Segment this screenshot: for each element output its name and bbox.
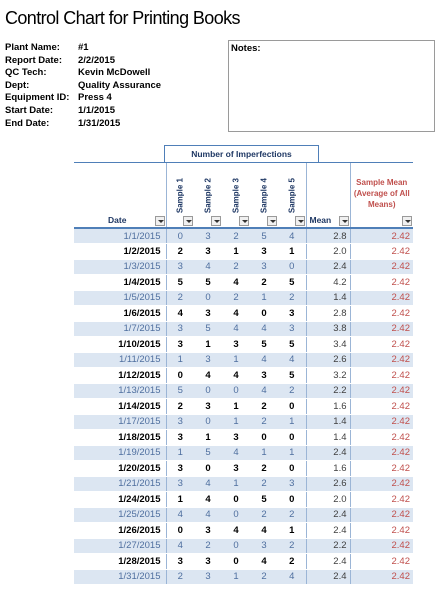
- sample-mean-cell[interactable]: 2.42: [350, 492, 413, 508]
- sample-cell[interactable]: 2: [278, 554, 306, 570]
- sample-1-header: Sample 1: [166, 163, 194, 229]
- sample-cell[interactable]: 3: [166, 430, 194, 446]
- sample-cell[interactable]: 3: [194, 569, 222, 585]
- date-cell[interactable]: 1/26/2015: [74, 523, 166, 539]
- sample-cell[interactable]: 0: [222, 554, 250, 570]
- sample-cell[interactable]: 4: [222, 275, 250, 291]
- table-row: [74, 461, 413, 477]
- sample-cell[interactable]: 3: [278, 321, 306, 337]
- sample-cell[interactable]: 0: [278, 399, 306, 415]
- report-info: [5, 42, 161, 130]
- sample-cell[interactable]: 3: [278, 476, 306, 492]
- table-row: [74, 507, 413, 523]
- table-row: [74, 259, 413, 275]
- mean-cell[interactable]: 3.8: [306, 321, 350, 337]
- sample-mean-cell[interactable]: 2.42: [350, 259, 413, 275]
- sample-mean-cell[interactable]: 2.42: [350, 445, 413, 461]
- sample-cell[interactable]: 5: [166, 275, 194, 291]
- sample-cell[interactable]: 3: [166, 476, 194, 492]
- info-row: [5, 42, 161, 55]
- sample-4-header: Sample 4: [250, 163, 278, 229]
- sample-cell[interactable]: 1: [278, 244, 306, 260]
- mean-cell[interactable]: 2.2: [306, 383, 350, 399]
- sample-cell[interactable]: 1: [166, 492, 194, 508]
- sample-cell[interactable]: 3: [194, 228, 222, 244]
- sample-cell[interactable]: 1: [222, 414, 250, 430]
- table-row: [74, 523, 413, 539]
- sample-cell[interactable]: 4: [194, 259, 222, 275]
- header-row: [74, 163, 413, 229]
- sample-cell[interactable]: 4: [250, 352, 278, 368]
- table-row: [74, 352, 413, 368]
- sample-cell[interactable]: 5: [194, 321, 222, 337]
- sample-cell[interactable]: 2: [250, 461, 278, 477]
- sample-cell[interactable]: 3: [194, 523, 222, 539]
- sample-cell[interactable]: 1: [222, 352, 250, 368]
- sample-mean-cell[interactable]: 2.42: [350, 430, 413, 446]
- mean-cell[interactable]: 3.4: [306, 337, 350, 353]
- mean-cell[interactable]: 2.4: [306, 507, 350, 523]
- sample-cell[interactable]: 1: [222, 244, 250, 260]
- sample-cell[interactable]: 3: [194, 244, 222, 260]
- sample-cell[interactable]: 1: [278, 445, 306, 461]
- date-cell[interactable]: 1/21/2015: [74, 476, 166, 492]
- sample-cell[interactable]: 1: [278, 523, 306, 539]
- mean-cell[interactable]: 2.6: [306, 476, 350, 492]
- date-cell[interactable]: 1/25/2015: [74, 507, 166, 523]
- date-cell[interactable]: 1/3/2015: [74, 259, 166, 275]
- sample-cell[interactable]: 3: [166, 321, 194, 337]
- sample-cell[interactable]: 5: [250, 492, 278, 508]
- sample-cell[interactable]: 2: [166, 244, 194, 260]
- sample-cell[interactable]: 2: [222, 228, 250, 244]
- table-row: [74, 445, 413, 461]
- table-row: [74, 430, 413, 446]
- sample-cell[interactable]: 1: [278, 414, 306, 430]
- sample-4-filter-dropdown-icon[interactable]: [267, 216, 277, 226]
- sample-cell[interactable]: 3: [166, 414, 194, 430]
- sample-cell[interactable]: 3: [222, 430, 250, 446]
- sample-cell[interactable]: 2: [250, 476, 278, 492]
- sample-cell[interactable]: 1: [194, 337, 222, 353]
- table-row: [74, 399, 413, 415]
- sample-cell[interactable]: 5: [278, 337, 306, 353]
- sample-cell[interactable]: 3: [250, 244, 278, 260]
- sample-mean-cell[interactable]: 2.42: [350, 306, 413, 322]
- sample-cell[interactable]: 4: [222, 368, 250, 384]
- sample-5-filter-dropdown-icon[interactable]: [295, 216, 305, 226]
- sample-cell[interactable]: 3: [166, 259, 194, 275]
- table-row: [74, 244, 413, 260]
- sample-cell[interactable]: 4: [250, 383, 278, 399]
- sample-cell[interactable]: 5: [166, 383, 194, 399]
- sample-cell[interactable]: 5: [194, 275, 222, 291]
- date-cell[interactable]: 1/28/2015: [74, 554, 166, 570]
- sample-mean-cell[interactable]: 2.42: [350, 476, 413, 492]
- sample-cell[interactable]: 0: [194, 383, 222, 399]
- sample-cell[interactable]: 3: [222, 337, 250, 353]
- sample-cell[interactable]: 5: [250, 337, 278, 353]
- mean-header: Mean: [306, 163, 350, 229]
- notes-label: Notes:: [231, 43, 261, 54]
- sample-cell[interactable]: 3: [250, 368, 278, 384]
- sample-cell[interactable]: 1: [250, 445, 278, 461]
- table-row: [74, 492, 413, 508]
- sample-cell[interactable]: 0: [250, 430, 278, 446]
- sample-cell[interactable]: 3: [222, 461, 250, 477]
- sample-cell[interactable]: 4: [166, 306, 194, 322]
- date-cell[interactable]: 1/20/2015: [74, 461, 166, 477]
- sample-cell[interactable]: 4: [250, 554, 278, 570]
- sample-cell[interactable]: 2: [278, 507, 306, 523]
- table-row: [74, 306, 413, 322]
- sample-mean-header: Sample Mean (Average of All Means): [350, 163, 413, 229]
- date-cell[interactable]: 1/13/2015: [74, 383, 166, 399]
- table-row: [74, 337, 413, 353]
- sample-cell[interactable]: 2: [250, 399, 278, 415]
- table-row: [74, 275, 413, 291]
- info-value: Kevin McDowell: [78, 67, 151, 79]
- sample-cell[interactable]: 3: [166, 554, 194, 570]
- table-row: [74, 414, 413, 430]
- info-label: Plant Name:: [5, 42, 60, 53]
- sample-mean-cell[interactable]: 2.42: [350, 275, 413, 291]
- sample-mean-cell[interactable]: 2.42: [350, 523, 413, 539]
- sample-cell[interactable]: 4: [278, 569, 306, 585]
- info-row: [5, 80, 161, 93]
- table-row: [74, 554, 413, 570]
- sample-cell[interactable]: 4: [222, 445, 250, 461]
- info-value: Quality Assurance: [78, 79, 162, 91]
- table-row: [74, 569, 413, 585]
- mean-cell[interactable]: 2.6: [306, 352, 350, 368]
- mean-cell[interactable]: 1.4: [306, 290, 350, 306]
- sample-mean-cell[interactable]: 2.42: [350, 507, 413, 523]
- table-row: [74, 321, 413, 337]
- info-value: 1/1/2015: [78, 104, 115, 116]
- sample-cell[interactable]: 5: [250, 228, 278, 244]
- sample-mean-cell[interactable]: 2.42: [350, 538, 413, 554]
- sample-cell[interactable]: 4: [194, 492, 222, 508]
- date-cell[interactable]: 1/27/2015: [74, 538, 166, 554]
- control-chart-table: [74, 162, 413, 585]
- sample-mean-cell[interactable]: 2.42: [350, 461, 413, 477]
- sample-cell[interactable]: 2: [166, 290, 194, 306]
- sample-cell[interactable]: 4: [250, 523, 278, 539]
- date-cell[interactable]: 1/5/2015: [74, 290, 166, 306]
- sample-mean-cell[interactable]: 2.42: [350, 290, 413, 306]
- date-cell[interactable]: 1/7/2015: [74, 321, 166, 337]
- table-row: [74, 383, 413, 399]
- date-cell[interactable]: 1/2/2015: [74, 244, 166, 260]
- sample-cell[interactable]: 4: [194, 368, 222, 384]
- sample-cell[interactable]: 4: [222, 306, 250, 322]
- table-row: [74, 368, 413, 384]
- sample-cell[interactable]: 0: [278, 259, 306, 275]
- date-cell[interactable]: 1/10/2015: [74, 337, 166, 353]
- date-cell[interactable]: 1/14/2015: [74, 399, 166, 415]
- sample-1-filter-dropdown-icon[interactable]: [183, 216, 193, 226]
- sample-cell[interactable]: 0: [222, 383, 250, 399]
- sample-cell[interactable]: 2: [250, 275, 278, 291]
- sample-mean-cell[interactable]: 2.42: [350, 554, 413, 570]
- info-value: 2/2/2015: [78, 54, 115, 66]
- sample-mean-filter-dropdown-icon[interactable]: [402, 216, 412, 226]
- sample-cell[interactable]: 5: [194, 445, 222, 461]
- table-row: [74, 228, 413, 244]
- sample-mean-cell[interactable]: 2.42: [350, 244, 413, 260]
- sample-cell[interactable]: 0: [278, 430, 306, 446]
- sample-cell[interactable]: 4: [222, 523, 250, 539]
- date-cell[interactable]: 1/12/2015: [74, 368, 166, 384]
- info-row: [5, 118, 161, 131]
- info-row: [5, 92, 161, 105]
- info-row: [5, 67, 161, 80]
- date-cell[interactable]: 1/6/2015: [74, 306, 166, 322]
- table-row: [74, 538, 413, 554]
- sample-cell[interactable]: 1: [222, 399, 250, 415]
- mean-cell[interactable]: 2.8: [306, 228, 350, 244]
- sample-2-filter-dropdown-icon[interactable]: [211, 216, 221, 226]
- mean-cell[interactable]: 2.8: [306, 306, 350, 322]
- sample-cell[interactable]: 0: [222, 492, 250, 508]
- sample-mean-cell[interactable]: 2.42: [350, 569, 413, 585]
- sample-cell[interactable]: 0: [278, 461, 306, 477]
- sample-mean-cell[interactable]: 2.42: [350, 414, 413, 430]
- mean-cell[interactable]: 2.4: [306, 569, 350, 585]
- sample-cell[interactable]: 4: [194, 476, 222, 492]
- sample-cell[interactable]: 1: [194, 430, 222, 446]
- date-cell[interactable]: 1/19/2015: [74, 445, 166, 461]
- group-header-imperfections: Number of Imperfections: [164, 145, 319, 163]
- info-label: Dept:: [5, 79, 30, 91]
- sample-cell[interactable]: 0: [166, 523, 194, 539]
- date-cell[interactable]: 1/31/2015: [74, 569, 166, 585]
- sample-cell[interactable]: 3: [250, 538, 278, 554]
- date-header: Date: [74, 163, 166, 229]
- sample-cell[interactable]: 0: [278, 492, 306, 508]
- sample-cell[interactable]: 1: [222, 476, 250, 492]
- sample-cell[interactable]: 3: [166, 337, 194, 353]
- sample-mean-cell[interactable]: 2.42: [350, 321, 413, 337]
- sample-cell[interactable]: 1: [250, 290, 278, 306]
- sample-5-header: Sample 5: [278, 163, 306, 229]
- sample-cell[interactable]: 4: [222, 321, 250, 337]
- info-row: [5, 105, 161, 118]
- page-title: Control Chart for Printing Books: [5, 8, 240, 28]
- info-label: Equipment ID:: [5, 92, 70, 104]
- sample-mean-cell[interactable]: 2.42: [350, 337, 413, 353]
- sample-cell[interactable]: 4: [166, 507, 194, 523]
- sample-cell[interactable]: 2: [250, 414, 278, 430]
- sample-cell[interactable]: 0: [194, 461, 222, 477]
- sample-cell[interactable]: 2: [278, 290, 306, 306]
- sample-cell[interactable]: 2: [166, 569, 194, 585]
- info-row: [5, 55, 161, 68]
- sample-cell[interactable]: 0: [194, 290, 222, 306]
- mean-cell[interactable]: 2.4: [306, 523, 350, 539]
- date-cell[interactable]: 1/1/2015: [74, 228, 166, 244]
- mean-cell[interactable]: 2.0: [306, 492, 350, 508]
- sample-cell[interactable]: 3: [250, 259, 278, 275]
- mean-cell[interactable]: 1.6: [306, 461, 350, 477]
- mean-cell[interactable]: 2.0: [306, 244, 350, 260]
- date-cell[interactable]: 1/24/2015: [74, 492, 166, 508]
- date-cell[interactable]: 1/11/2015: [74, 352, 166, 368]
- sample-cell[interactable]: 0: [166, 368, 194, 384]
- sample-cell[interactable]: 5: [278, 275, 306, 291]
- mean-cell[interactable]: 4.2: [306, 275, 350, 291]
- sample-cell[interactable]: 0: [166, 228, 194, 244]
- sample-cell[interactable]: 0: [250, 306, 278, 322]
- sample-cell[interactable]: 4: [250, 321, 278, 337]
- mean-cell[interactable]: 1.4: [306, 414, 350, 430]
- date-cell[interactable]: 1/18/2015: [74, 430, 166, 446]
- sample-mean-cell[interactable]: 2.42: [350, 383, 413, 399]
- sample-cell[interactable]: 0: [194, 414, 222, 430]
- date-cell[interactable]: 1/17/2015: [74, 414, 166, 430]
- mean-cell[interactable]: 2.2: [306, 538, 350, 554]
- info-label: Start Date:: [5, 104, 54, 116]
- mean-cell[interactable]: 1.4: [306, 430, 350, 446]
- sample-cell[interactable]: 3: [194, 306, 222, 322]
- info-value: #1: [78, 42, 89, 53]
- sample-cell[interactable]: 0: [222, 507, 250, 523]
- sample-mean-cell[interactable]: 2.42: [350, 352, 413, 368]
- sample-2-header: Sample 2: [194, 163, 222, 229]
- sample-cell[interactable]: 4: [194, 507, 222, 523]
- sample-mean-cell[interactable]: 2.42: [350, 228, 413, 244]
- sample-3-filter-dropdown-icon[interactable]: [239, 216, 249, 226]
- sample-cell[interactable]: 2: [222, 259, 250, 275]
- info-label: QC Tech:: [5, 67, 47, 79]
- sample-cell[interactable]: 3: [194, 554, 222, 570]
- mean-cell[interactable]: 2.4: [306, 259, 350, 275]
- mean-cell[interactable]: 2.4: [306, 554, 350, 570]
- notes-box[interactable]: [228, 40, 435, 132]
- sample-cell[interactable]: 0: [222, 538, 250, 554]
- sample-cell[interactable]: 2: [250, 569, 278, 585]
- info-value: 1/31/2015: [78, 117, 121, 129]
- mean-cell[interactable]: 3.2: [306, 368, 350, 384]
- mean-filter-dropdown-icon[interactable]: [339, 216, 349, 226]
- sample-cell[interactable]: 2: [194, 538, 222, 554]
- sample-cell[interactable]: 2: [166, 399, 194, 415]
- sample-mean-cell[interactable]: 2.42: [350, 368, 413, 384]
- sample-cell[interactable]: 2: [278, 383, 306, 399]
- table-row: [74, 476, 413, 492]
- sample-cell[interactable]: 3: [166, 461, 194, 477]
- info-value: Press 4: [78, 92, 112, 104]
- sample-cell[interactable]: 2: [250, 507, 278, 523]
- sample-3-header: Sample 3: [222, 163, 250, 229]
- sample-cell[interactable]: 5: [278, 368, 306, 384]
- sample-cell[interactable]: 4: [278, 228, 306, 244]
- sample-cell[interactable]: 3: [194, 352, 222, 368]
- date-cell[interactable]: 1/4/2015: [74, 275, 166, 291]
- sample-cell[interactable]: 2: [222, 290, 250, 306]
- sample-cell[interactable]: 1: [222, 569, 250, 585]
- sample-cell[interactable]: 4: [166, 538, 194, 554]
- sample-cell[interactable]: 3: [194, 399, 222, 415]
- mean-cell[interactable]: 2.4: [306, 445, 350, 461]
- sample-mean-cell[interactable]: 2.42: [350, 399, 413, 415]
- date-filter-dropdown-icon[interactable]: [155, 216, 165, 226]
- sample-cell[interactable]: 2: [278, 538, 306, 554]
- info-label: Report Date:: [5, 54, 63, 66]
- info-label: End Date:: [5, 117, 50, 129]
- sample-cell[interactable]: 3: [278, 306, 306, 322]
- table-row: [74, 290, 413, 306]
- mean-cell[interactable]: 1.6: [306, 399, 350, 415]
- sample-cell[interactable]: 1: [166, 445, 194, 461]
- sample-cell[interactable]: 4: [278, 352, 306, 368]
- sample-cell[interactable]: 1: [166, 352, 194, 368]
